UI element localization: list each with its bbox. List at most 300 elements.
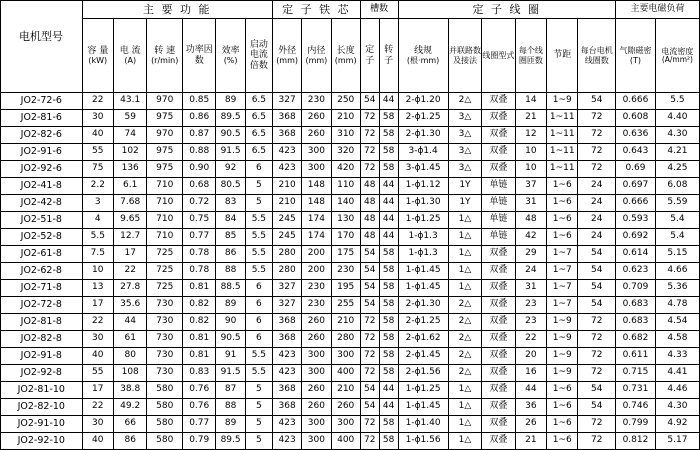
- cell-capacity: 40: [82, 433, 113, 450]
- cell-parallel_paths: 1Y: [448, 178, 481, 195]
- cell-pitch: 1~6: [547, 229, 578, 246]
- cell-current_density: 4.58: [655, 331, 699, 348]
- cell-start_current_ratio: 5.5: [245, 348, 272, 365]
- cell-pitch: 1~9: [547, 93, 578, 110]
- cell-capacity: 5.5: [82, 229, 113, 246]
- col-header-current-density-unit: (A/mm²): [661, 54, 693, 64]
- cell-wire_spec: 2-ϕ1.56: [398, 365, 448, 382]
- cell-coil_type: 双叠: [482, 280, 515, 297]
- cell-efficiency: 89: [216, 93, 245, 110]
- cell-length: 300: [331, 348, 360, 365]
- cell-current_density: 5.4: [655, 229, 699, 246]
- cell-model: JO2-91-6: [1, 144, 83, 161]
- cell-model: JO2-81-6: [1, 110, 83, 127]
- cell-coils_per_motor: 54: [578, 382, 616, 399]
- table-row: [1, 161, 700, 178]
- cell-speed: 710: [147, 212, 183, 229]
- cell-pitch: 1~9: [547, 331, 578, 348]
- cell-power_factor: 0.88: [183, 144, 216, 161]
- cell-parallel_paths: 2△: [448, 365, 481, 382]
- cell-air_gap_flux_density: 0.608: [616, 110, 656, 127]
- cell-current: 6.1: [113, 178, 146, 195]
- cell-power_factor: 0.77: [183, 416, 216, 433]
- cell-capacity: 2.2: [82, 178, 113, 195]
- table-row: [1, 263, 700, 280]
- cell-air_gap_flux_density: 0.715: [616, 365, 656, 382]
- cell-parallel_paths: 2△: [448, 297, 481, 314]
- cell-outer_diameter: 423: [272, 161, 301, 178]
- cell-power_factor: 0.87: [183, 127, 216, 144]
- col-header-stator-slots-label: 定: [365, 45, 375, 56]
- cell-power_factor: 0.86: [183, 110, 216, 127]
- cell-wire_spec: 3-ϕ1.4: [398, 144, 448, 161]
- cell-rotor_slots: 58: [379, 110, 398, 127]
- cell-speed: 730: [147, 365, 183, 382]
- cell-speed: 970: [147, 93, 183, 110]
- cell-pitch: 1~6: [547, 382, 578, 399]
- cell-coils_per_motor: 54: [578, 93, 616, 110]
- cell-efficiency: 92: [216, 161, 245, 178]
- cell-wire_spec: 1-ϕ1.45: [398, 280, 448, 297]
- cell-efficiency: 91.5: [216, 144, 245, 161]
- cell-start_current_ratio: 5.5: [245, 229, 272, 246]
- cell-current: 12.7: [113, 229, 146, 246]
- cell-start_current_ratio: 5: [245, 178, 272, 195]
- cell-pitch: 1~6: [547, 178, 578, 195]
- col-header-inner-diameter: [302, 19, 331, 93]
- cell-coil_type: 双叠: [482, 399, 515, 416]
- cell-inner_diameter: 174: [302, 229, 331, 246]
- cell-start_current_ratio: 6.5: [245, 93, 272, 110]
- cell-air_gap_flux_density: 0.682: [616, 331, 656, 348]
- cell-stator_slots: 54: [360, 263, 379, 280]
- cell-capacity: 17: [82, 297, 113, 314]
- col-header-length-unit: (mm): [334, 56, 357, 66]
- cell-stator_slots: 54: [360, 246, 379, 263]
- col-header-turns-per-coil-label: 每个线圈匝数: [518, 46, 543, 65]
- cell-coils_per_motor: 54: [578, 399, 616, 416]
- cell-coils_per_motor: 72: [578, 144, 616, 161]
- cell-wire_spec: 1-ϕ1.56: [398, 433, 448, 450]
- cell-power_factor: 0.81: [183, 348, 216, 365]
- cell-rotor_slots: 58: [379, 297, 398, 314]
- cell-turns_per_coil: 10: [515, 144, 546, 161]
- cell-rotor_slots: 58: [379, 433, 398, 450]
- cell-power_factor: 0.72: [183, 195, 216, 212]
- cell-pitch: 1~9: [547, 314, 578, 331]
- cell-air_gap_flux_density: 0.683: [616, 297, 656, 314]
- cell-rotor_slots: 44: [379, 93, 398, 110]
- cell-outer_diameter: 368: [272, 110, 301, 127]
- cell-start_current_ratio: 5: [245, 416, 272, 433]
- cell-length: 170: [331, 229, 360, 246]
- cell-parallel_paths: 1△: [448, 212, 481, 229]
- cell-inner_diameter: 300: [302, 365, 331, 382]
- cell-turns_per_coil: 23: [515, 297, 546, 314]
- cell-current: 108: [113, 365, 146, 382]
- cell-length: 140: [331, 195, 360, 212]
- cell-outer_diameter: 423: [272, 433, 301, 450]
- cell-power_factor: 0.81: [183, 331, 216, 348]
- cell-length: 320: [331, 144, 360, 161]
- cell-current: 9.65: [113, 212, 146, 229]
- cell-model: JO2-82-8: [1, 331, 83, 348]
- table-row: [1, 127, 700, 144]
- col-header-power-factor-label: 功率因数: [185, 45, 213, 66]
- cell-length: 130: [331, 212, 360, 229]
- cell-model: JO2-61-8: [1, 246, 83, 263]
- cell-parallel_paths: 1△: [448, 433, 481, 450]
- cell-stator_slots: 54: [360, 382, 379, 399]
- cell-coil_type: 双叠: [482, 93, 515, 110]
- cell-speed: 730: [147, 331, 183, 348]
- cell-rotor_slots: 58: [379, 280, 398, 297]
- cell-current_density: 4.92: [655, 416, 699, 433]
- cell-current: 80: [113, 348, 146, 365]
- cell-wire_spec: 3-ϕ1.45: [398, 161, 448, 178]
- cell-parallel_paths: 3△: [448, 144, 481, 161]
- cell-outer_diameter: 368: [272, 127, 301, 144]
- cell-inner_diameter: 300: [302, 348, 331, 365]
- cell-pitch: 1~11: [547, 110, 578, 127]
- cell-wire_spec: 1-ϕ1.40: [398, 416, 448, 433]
- cell-rotor_slots: 58: [379, 246, 398, 263]
- cell-current_density: 4.66: [655, 263, 699, 280]
- col-header-length: [331, 19, 360, 93]
- cell-current: 7.68: [113, 195, 146, 212]
- col-header-rotor-slots-unit: 子: [384, 55, 394, 66]
- cell-parallel_paths: 3△: [448, 127, 481, 144]
- cell-current_density: 4.41: [655, 365, 699, 382]
- col-header-coil-type-label: 线圈型式: [482, 50, 515, 60]
- cell-outer_diameter: 423: [272, 416, 301, 433]
- cell-current: 136: [113, 161, 146, 178]
- cell-stator_slots: 72: [360, 331, 379, 348]
- cell-stator_slots: 54: [360, 93, 379, 110]
- cell-coil_type: 双叠: [482, 331, 515, 348]
- cell-current: 17: [113, 246, 146, 263]
- cell-turns_per_coil: 23: [515, 314, 546, 331]
- cell-pitch: 1~6: [547, 399, 578, 416]
- col-header-coil-type: [482, 19, 515, 93]
- cell-parallel_paths: 1△: [448, 229, 481, 246]
- col-header-current-unit: (A): [124, 56, 137, 66]
- col-header-rotor-slots: [379, 19, 398, 93]
- cell-start_current_ratio: 6.5: [245, 110, 272, 127]
- cell-inner_diameter: 230: [302, 280, 331, 297]
- cell-stator_slots: 72: [360, 314, 379, 331]
- col-header-wire-spec-unit: (根·mm): [406, 56, 440, 66]
- cell-speed: 580: [147, 399, 183, 416]
- cell-power_factor: 0.82: [183, 314, 216, 331]
- cell-speed: 580: [147, 433, 183, 450]
- cell-wire_spec: 1-ϕ1.25: [398, 212, 448, 229]
- cell-capacity: 3: [82, 195, 113, 212]
- cell-rotor_slots: 44: [379, 399, 398, 416]
- cell-current_density: 4.40: [655, 110, 699, 127]
- cell-power_factor: 0.83: [183, 365, 216, 382]
- cell-current: 27.8: [113, 280, 146, 297]
- cell-rotor_slots: 44: [379, 229, 398, 246]
- cell-efficiency: 80.5: [216, 178, 245, 195]
- cell-coils_per_motor: 72: [578, 127, 616, 144]
- cell-rotor_slots: 44: [379, 195, 398, 212]
- col-header-inner-diameter-label: 内径: [307, 45, 326, 56]
- cell-capacity: 17: [82, 382, 113, 399]
- cell-model: JO2-51-8: [1, 212, 83, 229]
- cell-coils_per_motor: 72: [578, 416, 616, 433]
- cell-pitch: 1~11: [547, 144, 578, 161]
- cell-capacity: 7.5: [82, 246, 113, 263]
- cell-power_factor: 0.90: [183, 161, 216, 178]
- cell-parallel_paths: 2△: [448, 93, 481, 110]
- cell-stator_slots: 48: [360, 195, 379, 212]
- cell-coils_per_motor: 24: [578, 178, 616, 195]
- cell-start_current_ratio: 6: [245, 297, 272, 314]
- col-header-speed-label: 转 速: [154, 45, 176, 56]
- cell-coil_type: 双叠: [482, 365, 515, 382]
- cell-start_current_ratio: 5.5: [245, 263, 272, 280]
- cell-parallel_paths: 1△: [448, 280, 481, 297]
- page-title: 电机型号: [19, 30, 63, 43]
- cell-parallel_paths: 1△: [448, 263, 481, 280]
- cell-turns_per_coil: 29: [515, 246, 546, 263]
- cell-parallel_paths: 3△: [448, 161, 481, 178]
- col-header-outer-diameter: [272, 19, 301, 93]
- cell-coils_per_motor: 72: [578, 348, 616, 365]
- cell-pitch: 1~6: [547, 195, 578, 212]
- cell-efficiency: 83: [216, 195, 245, 212]
- cell-inner_diameter: 260: [302, 110, 331, 127]
- cell-current: 59: [113, 110, 146, 127]
- cell-efficiency: 91: [216, 348, 245, 365]
- cell-turns_per_coil: 16: [515, 365, 546, 382]
- col-header-start-current-ratio-label: 启动电流倍数: [249, 39, 268, 71]
- cell-capacity: 30: [82, 331, 113, 348]
- cell-power_factor: 0.68: [183, 178, 216, 195]
- col-header-efficiency-label: 效率: [221, 45, 240, 56]
- cell-current: 102: [113, 144, 146, 161]
- cell-air_gap_flux_density: 0.636: [616, 127, 656, 144]
- cell-stator_slots: 72: [360, 433, 379, 450]
- cell-speed: 975: [147, 110, 183, 127]
- cell-turns_per_coil: 12: [515, 127, 546, 144]
- cell-rotor_slots: 44: [379, 212, 398, 229]
- cell-outer_diameter: 368: [272, 399, 301, 416]
- cell-model: JO2-92-8: [1, 365, 83, 382]
- cell-inner_diameter: 200: [302, 246, 331, 263]
- cell-speed: 970: [147, 127, 183, 144]
- cell-power_factor: 0.85: [183, 93, 216, 110]
- cell-current: 86: [113, 433, 146, 450]
- cell-coils_per_motor: 72: [578, 365, 616, 382]
- cell-current_density: 5.4: [655, 212, 699, 229]
- cell-capacity: 22: [82, 399, 113, 416]
- cell-inner_diameter: 260: [302, 127, 331, 144]
- cell-coils_per_motor: 54: [578, 263, 616, 280]
- table-body: [1, 93, 700, 450]
- cell-coil_type: 双叠: [482, 144, 515, 161]
- cell-inner_diameter: 148: [302, 178, 331, 195]
- col-header-stator-slots: [360, 19, 379, 93]
- cell-coil_type: 单链: [482, 212, 515, 229]
- cell-wire_spec: 2-ϕ1.62: [398, 331, 448, 348]
- cell-power_factor: 0.78: [183, 263, 216, 280]
- cell-coils_per_motor: 24: [578, 195, 616, 212]
- cell-air_gap_flux_density: 0.812: [616, 433, 656, 450]
- cell-efficiency: 90.5: [216, 127, 245, 144]
- cell-air_gap_flux_density: 0.69: [616, 161, 656, 178]
- cell-turns_per_coil: 22: [515, 331, 546, 348]
- cell-speed: 710: [147, 229, 183, 246]
- cell-efficiency: 88.5: [216, 280, 245, 297]
- cell-parallel_paths: 1△: [448, 382, 481, 399]
- cell-current: 22: [113, 263, 146, 280]
- cell-model: JO2-41-8: [1, 178, 83, 195]
- cell-coils_per_motor: 72: [578, 161, 616, 178]
- table-row: [1, 229, 700, 246]
- col-header-current-density: [655, 19, 699, 93]
- cell-pitch: 1~7: [547, 246, 578, 263]
- cell-coil_type: 双叠: [482, 161, 515, 178]
- cell-current: 38.8: [113, 382, 146, 399]
- cell-speed: 725: [147, 246, 183, 263]
- table-row: [1, 382, 700, 399]
- cell-efficiency: 90: [216, 314, 245, 331]
- cell-inner_diameter: 300: [302, 416, 331, 433]
- cell-coil_type: 双叠: [482, 297, 515, 314]
- cell-outer_diameter: 280: [272, 246, 301, 263]
- cell-pitch: 1~11: [547, 161, 578, 178]
- cell-efficiency: 89: [216, 416, 245, 433]
- cell-start_current_ratio: 5: [245, 433, 272, 450]
- cell-model: JO2-91-10: [1, 416, 83, 433]
- cell-air_gap_flux_density: 0.692: [616, 229, 656, 246]
- cell-rotor_slots: 58: [379, 416, 398, 433]
- cell-efficiency: 91.5: [216, 365, 245, 382]
- cell-inner_diameter: 300: [302, 433, 331, 450]
- cell-outer_diameter: 327: [272, 280, 301, 297]
- cell-length: 310: [331, 127, 360, 144]
- cell-turns_per_coil: 37: [515, 178, 546, 195]
- col-header-pitch: [547, 19, 578, 93]
- cell-wire_spec: 1-ϕ1.45: [398, 399, 448, 416]
- col-header-speed: [147, 19, 183, 93]
- cell-outer_diameter: 245: [272, 212, 301, 229]
- col-header-efficiency: [216, 19, 245, 93]
- cell-stator_slots: 72: [360, 348, 379, 365]
- cell-capacity: 22: [82, 93, 113, 110]
- cell-coils_per_motor: 54: [578, 280, 616, 297]
- col-header-capacity-label: 容 量: [87, 45, 109, 56]
- cell-model: JO2-42-8: [1, 195, 83, 212]
- cell-speed: 725: [147, 280, 183, 297]
- cell-current_density: 4.54: [655, 314, 699, 331]
- cell-capacity: 55: [82, 144, 113, 161]
- cell-current_density: 4.25: [655, 161, 699, 178]
- cell-coil_type: 单链: [482, 229, 515, 246]
- cell-start_current_ratio: 5.5: [245, 212, 272, 229]
- cell-outer_diameter: 368: [272, 382, 301, 399]
- cell-stator_slots: 48: [360, 212, 379, 229]
- col-header-coils-per-motor-label: 每台电机线圈数: [580, 46, 613, 65]
- cell-power_factor: 0.75: [183, 212, 216, 229]
- cell-speed: 710: [147, 195, 183, 212]
- cell-wire_spec: 1-ϕ1.45: [398, 263, 448, 280]
- cell-model: JO2-62-8: [1, 263, 83, 280]
- cell-efficiency: 85: [216, 229, 245, 246]
- cell-stator_slots: 72: [360, 365, 379, 382]
- cell-pitch: 1~7: [547, 297, 578, 314]
- group-header-main-mag-load: 主要电磁负荷: [616, 1, 700, 19]
- cell-capacity: 13: [82, 280, 113, 297]
- cell-turns_per_coil: 44: [515, 382, 546, 399]
- cell-length: 175: [331, 246, 360, 263]
- cell-wire_spec: 1-ϕ1.3: [398, 246, 448, 263]
- cell-inner_diameter: 260: [302, 399, 331, 416]
- cell-start_current_ratio: 5.5: [245, 246, 272, 263]
- cell-air_gap_flux_density: 0.731: [616, 382, 656, 399]
- col-header-efficiency-unit: (%): [223, 56, 238, 66]
- cell-coils_per_motor: 72: [578, 110, 616, 127]
- cell-coils_per_motor: 54: [578, 246, 616, 263]
- cell-efficiency: 89.5: [216, 433, 245, 450]
- cell-coils_per_motor: 54: [578, 297, 616, 314]
- cell-length: 300: [331, 416, 360, 433]
- cell-start_current_ratio: 6: [245, 314, 272, 331]
- cell-power_factor: 0.76: [183, 399, 216, 416]
- cell-pitch: 1~7: [547, 263, 578, 280]
- cell-model: JO2-92-10: [1, 433, 83, 450]
- col-header-air-gap-flux-density-unit: (T): [629, 55, 642, 65]
- cell-turns_per_coil: 42: [515, 229, 546, 246]
- cell-start_current_ratio: 5: [245, 382, 272, 399]
- table-row: [1, 433, 700, 450]
- cell-speed: 730: [147, 314, 183, 331]
- cell-wire_spec: 2-ϕ1.20: [398, 93, 448, 110]
- cell-outer_diameter: 368: [272, 331, 301, 348]
- cell-model: JO2-72-6: [1, 93, 83, 110]
- cell-rotor_slots: 58: [379, 161, 398, 178]
- cell-length: 230: [331, 263, 360, 280]
- col-header-current-density-label: 电流密度: [661, 46, 694, 56]
- cell-rotor_slots: 58: [379, 348, 398, 365]
- cell-parallel_paths: 3△: [448, 110, 481, 127]
- cell-current: 74: [113, 127, 146, 144]
- cell-pitch: 1~6: [547, 416, 578, 433]
- cell-pitch: 1~6: [547, 433, 578, 450]
- cell-current_density: 5.15: [655, 246, 699, 263]
- table-row: [1, 314, 700, 331]
- cell-parallel_paths: 1△: [448, 246, 481, 263]
- cell-start_current_ratio: 5: [245, 399, 272, 416]
- cell-coil_type: 单链: [482, 178, 515, 195]
- cell-stator_slots: 72: [360, 161, 379, 178]
- cell-power_factor: 0.81: [183, 280, 216, 297]
- cell-outer_diameter: 368: [272, 314, 301, 331]
- cell-start_current_ratio: 5: [245, 195, 272, 212]
- col-header-turns-per-coil: [515, 19, 546, 93]
- col-header-inner-diameter-unit: (mm): [305, 56, 328, 66]
- cell-pitch: 1~7: [547, 280, 578, 297]
- cell-outer_diameter: 280: [272, 263, 301, 280]
- cell-current_density: 6.08: [655, 178, 699, 195]
- cell-capacity: 30: [82, 110, 113, 127]
- cell-model: JO2-82-10: [1, 399, 83, 416]
- cell-length: 110: [331, 178, 360, 195]
- group-header-main-function: 主 要 功 能: [82, 1, 272, 19]
- cell-stator_slots: 48: [360, 229, 379, 246]
